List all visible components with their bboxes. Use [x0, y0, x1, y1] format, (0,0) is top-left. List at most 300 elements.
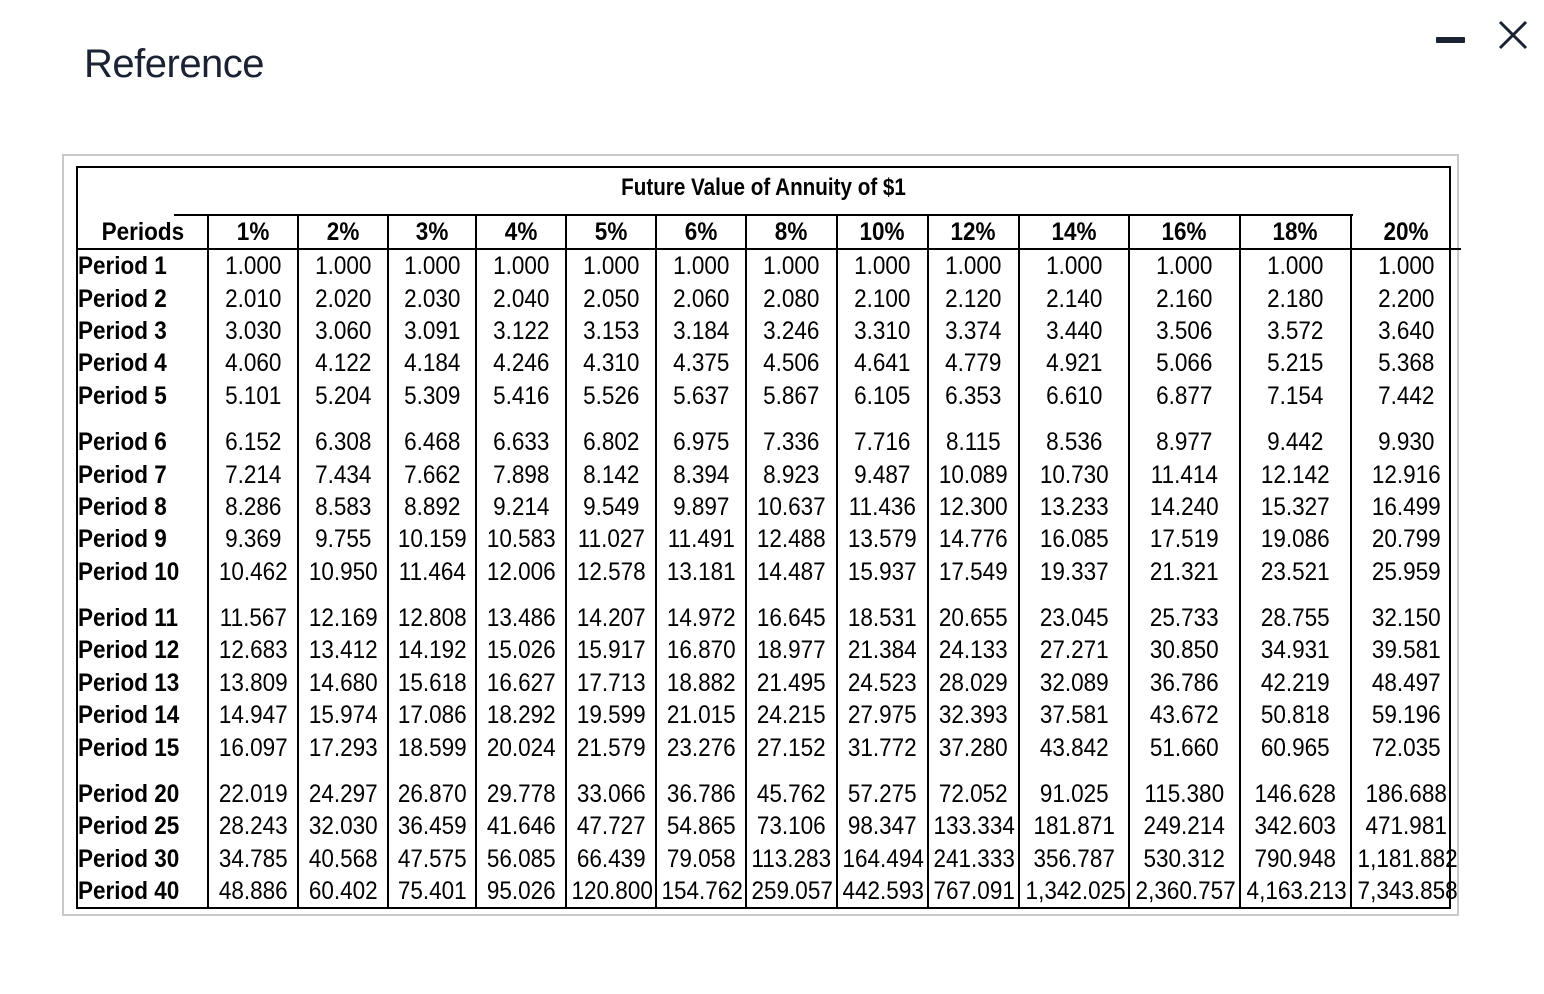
- table-cell: 43.842: [1019, 731, 1129, 763]
- table-cell: 36.786: [656, 764, 746, 810]
- table-cell: 23.276: [656, 731, 746, 763]
- table-cell: 39.581: [1351, 634, 1461, 666]
- table-cell: 60.965: [1240, 731, 1351, 763]
- table-cell: 3.310: [837, 315, 928, 347]
- table-cell: 1.000: [208, 249, 298, 282]
- table-cell: 11.436: [837, 491, 928, 523]
- table-cell: 1.000: [566, 249, 656, 282]
- table-cell: 27.152: [746, 731, 837, 763]
- table-cell: 115.380: [1129, 764, 1240, 810]
- table-cell: 4.184: [388, 347, 476, 379]
- table-cell: 73.106: [746, 810, 837, 842]
- table-cell: 10.089: [928, 458, 1019, 490]
- table-cell: 5.204: [298, 380, 388, 412]
- table-cell: 6.610: [1019, 380, 1129, 412]
- table-cell: 4.506: [746, 347, 837, 379]
- table-cell: 2.120: [928, 282, 1019, 314]
- table-cell: 1.000: [476, 249, 566, 282]
- table-cell: 12.006: [476, 556, 566, 588]
- table-cell: 3.122: [476, 315, 566, 347]
- table-cell: 4.641: [837, 347, 928, 379]
- table-cell: 1,342.025: [1019, 875, 1129, 907]
- table-cell: 12.300: [928, 491, 1019, 523]
- table-cell: 11.027: [566, 523, 656, 555]
- table-cell: 14.776: [928, 523, 1019, 555]
- table-cell: 4.779: [928, 347, 1019, 379]
- table-cell: 15.917: [566, 634, 656, 666]
- table-cell: 4.246: [476, 347, 566, 379]
- table-cell: 16.870: [656, 634, 746, 666]
- table-cell: 29.778: [476, 764, 566, 810]
- table-cell: 19.337: [1019, 556, 1129, 588]
- table-cell: 95.026: [476, 875, 566, 907]
- table-cell: 1.000: [656, 249, 746, 282]
- table-cell: 8.142: [566, 458, 656, 490]
- rate-header: 20%: [1351, 216, 1461, 249]
- table-cell: 15.937: [837, 556, 928, 588]
- table-cell: 14.947: [208, 699, 298, 731]
- period-label: Period 15: [78, 733, 180, 762]
- table-cell: 16.085: [1019, 523, 1129, 555]
- table-cell: 11.491: [656, 523, 746, 555]
- table-cell: 12.683: [208, 634, 298, 666]
- table-cell: 146.628: [1240, 764, 1351, 810]
- period-label: Period 10: [78, 557, 180, 586]
- table-cell: 7.716: [837, 412, 928, 458]
- table-cell: 790.948: [1240, 843, 1351, 875]
- table-cell: 72.035: [1351, 731, 1461, 763]
- table-cell: 6.308: [298, 412, 388, 458]
- table-cell: 10.730: [1019, 458, 1129, 490]
- table-row: [78, 282, 1461, 314]
- table-cell: 50.818: [1240, 699, 1351, 731]
- table-row: [78, 412, 1461, 458]
- period-label: Period 6: [78, 428, 167, 457]
- table-cell: 15.327: [1240, 491, 1351, 523]
- table-cell: 5.215: [1240, 347, 1351, 379]
- table-cell: 14.192: [388, 634, 476, 666]
- table-cell: 25.733: [1129, 588, 1240, 634]
- table-cell: 43.672: [1129, 699, 1240, 731]
- table-cell: 4.122: [298, 347, 388, 379]
- table-cell: 5.637: [656, 380, 746, 412]
- table-cell: 2.200: [1351, 282, 1461, 314]
- table-cell: 18.292: [476, 699, 566, 731]
- table-cell: 13.412: [298, 634, 388, 666]
- table-cell: 32.089: [1019, 667, 1129, 699]
- future-value-annuity-table: [78, 216, 1461, 907]
- table-cell: 32.030: [298, 810, 388, 842]
- table-cell: 10.583: [476, 523, 566, 555]
- table-cell: 2.030: [388, 282, 476, 314]
- table-cell: 3.440: [1019, 315, 1129, 347]
- table-cell: 21.384: [837, 634, 928, 666]
- table-cell: 1.000: [1019, 249, 1129, 282]
- table-header-row: [78, 216, 1461, 249]
- table-row: [78, 523, 1461, 555]
- table-cell: 9.755: [298, 523, 388, 555]
- table-cell: 1.000: [388, 249, 476, 282]
- minimize-icon: [1436, 37, 1465, 43]
- table-cell: 1,181.882: [1351, 843, 1461, 875]
- table-row: [78, 556, 1461, 588]
- table-cell: 24.133: [928, 634, 1019, 666]
- table-cell: 40.568: [298, 843, 388, 875]
- table-cell: 6.975: [656, 412, 746, 458]
- table-cell: 28.243: [208, 810, 298, 842]
- table-cell: 3.572: [1240, 315, 1351, 347]
- table-row: [78, 843, 1461, 875]
- table-cell: 3.153: [566, 315, 656, 347]
- table-cell: 9.214: [476, 491, 566, 523]
- period-label: Period 12: [78, 636, 180, 665]
- table-cell: 3.374: [928, 315, 1019, 347]
- table-cell: 10.950: [298, 556, 388, 588]
- table-caption: Future Value of Annuity of $1: [174, 168, 1353, 216]
- table-cell: 2,360.757: [1129, 875, 1240, 907]
- table-cell: 8.892: [388, 491, 476, 523]
- table-cell: 2.080: [746, 282, 837, 314]
- table-cell: 1.000: [298, 249, 388, 282]
- table-cell: 1.000: [1240, 249, 1351, 282]
- table-cell: 9.442: [1240, 412, 1351, 458]
- table-cell: 7.434: [298, 458, 388, 490]
- table-cell: 113.283: [746, 843, 837, 875]
- table-cell: 15.618: [388, 667, 476, 699]
- table-cell: 11.464: [388, 556, 476, 588]
- table-cell: 21.321: [1129, 556, 1240, 588]
- table-cell: 79.058: [656, 843, 746, 875]
- table-cell: 181.871: [1019, 810, 1129, 842]
- table-cell: 4.921: [1019, 347, 1129, 379]
- periods-header: Periods: [78, 216, 208, 249]
- period-label: Period 8: [78, 492, 167, 521]
- table-cell: 13.809: [208, 667, 298, 699]
- table-cell: 56.085: [476, 843, 566, 875]
- reference-frame: [62, 154, 1459, 916]
- table-cell: 3.091: [388, 315, 476, 347]
- table-cell: 28.029: [928, 667, 1019, 699]
- table-cell: 17.713: [566, 667, 656, 699]
- table-cell: 17.086: [388, 699, 476, 731]
- table-row: [78, 588, 1461, 634]
- table-cell: 120.800: [566, 875, 656, 907]
- table-cell: 47.575: [388, 843, 476, 875]
- table-cell: 54.865: [656, 810, 746, 842]
- period-label: Period 25: [78, 812, 180, 841]
- period-label: Period 7: [78, 460, 167, 489]
- table-cell: 32.393: [928, 699, 1019, 731]
- rate-header: 2%: [298, 216, 388, 249]
- table-cell: 18.531: [837, 588, 928, 634]
- table-cell: 7.214: [208, 458, 298, 490]
- table-cell: 2.050: [566, 282, 656, 314]
- table-cell: 14.487: [746, 556, 837, 588]
- table-cell: 36.459: [388, 810, 476, 842]
- rate-header: 14%: [1019, 216, 1129, 249]
- table-cell: 259.057: [746, 875, 837, 907]
- table-cell: 19.599: [566, 699, 656, 731]
- table-cell: 442.593: [837, 875, 928, 907]
- table-cell: 31.772: [837, 731, 928, 763]
- table-cell: 471.981: [1351, 810, 1461, 842]
- table-cell: 18.977: [746, 634, 837, 666]
- table-cell: 6.633: [476, 412, 566, 458]
- table-row: [78, 731, 1461, 763]
- table-cell: 17.519: [1129, 523, 1240, 555]
- table-row: [78, 458, 1461, 490]
- table-cell: 164.494: [837, 843, 928, 875]
- table-cell: 3.060: [298, 315, 388, 347]
- table-cell: 6.353: [928, 380, 1019, 412]
- table-cell: 17.293: [298, 731, 388, 763]
- table-cell: 16.627: [476, 667, 566, 699]
- table-cell: 1.000: [837, 249, 928, 282]
- rate-header: 8%: [746, 216, 837, 249]
- table-cell: 47.727: [566, 810, 656, 842]
- table-cell: 21.495: [746, 667, 837, 699]
- table-row: [78, 875, 1461, 907]
- table-cell: 27.271: [1019, 634, 1129, 666]
- table-row: [78, 380, 1461, 412]
- table-row: [78, 315, 1461, 347]
- table-cell: 8.923: [746, 458, 837, 490]
- table-cell: 5.309: [388, 380, 476, 412]
- rate-header: 1%: [208, 216, 298, 249]
- period-label: Period 14: [78, 701, 180, 730]
- table-cell: 8.115: [928, 412, 1019, 458]
- table-cell: 5.368: [1351, 347, 1461, 379]
- table-cell: 48.886: [208, 875, 298, 907]
- table-cell: 7.154: [1240, 380, 1351, 412]
- table-cell: 75.401: [388, 875, 476, 907]
- table-cell: 60.402: [298, 875, 388, 907]
- table-cell: 13.486: [476, 588, 566, 634]
- table-cell: 18.599: [388, 731, 476, 763]
- table-cell: 7.662: [388, 458, 476, 490]
- table-cell: 12.578: [566, 556, 656, 588]
- table-cell: 91.025: [1019, 764, 1129, 810]
- period-label: Period 2: [78, 284, 167, 313]
- table-cell: 2.180: [1240, 282, 1351, 314]
- table-cell: 6.152: [208, 412, 298, 458]
- table-cell: 33.066: [566, 764, 656, 810]
- period-label: Period 40: [78, 877, 180, 906]
- table-cell: 2.020: [298, 282, 388, 314]
- close-button[interactable]: [1496, 18, 1530, 52]
- table-cell: 154.762: [656, 875, 746, 907]
- table-cell: 7,343.858: [1351, 875, 1461, 907]
- table-cell: 22.019: [208, 764, 298, 810]
- table-cell: 15.026: [476, 634, 566, 666]
- rate-header: 3%: [388, 216, 476, 249]
- table-cell: 7.442: [1351, 380, 1461, 412]
- table-cell: 98.347: [837, 810, 928, 842]
- table-cell: 4.310: [566, 347, 656, 379]
- table-row: [78, 634, 1461, 666]
- table-cell: 3.030: [208, 315, 298, 347]
- table-cell: 30.850: [1129, 634, 1240, 666]
- table-cell: 57.275: [837, 764, 928, 810]
- table-cell: 66.439: [566, 843, 656, 875]
- table-cell: 356.787: [1019, 843, 1129, 875]
- table-row: [78, 667, 1461, 699]
- table-cell: 2.060: [656, 282, 746, 314]
- table-cell: 16.645: [746, 588, 837, 634]
- table-cell: 3.506: [1129, 315, 1240, 347]
- table-cell: 9.897: [656, 491, 746, 523]
- table-cell: 16.097: [208, 731, 298, 763]
- table-cell: 186.688: [1351, 764, 1461, 810]
- table-cell: 3.246: [746, 315, 837, 347]
- table-cell: 24.215: [746, 699, 837, 731]
- table-cell: 12.169: [298, 588, 388, 634]
- table-cell: 13.579: [837, 523, 928, 555]
- table-cell: 5.416: [476, 380, 566, 412]
- table-cell: 2.160: [1129, 282, 1240, 314]
- rate-header: 4%: [476, 216, 566, 249]
- table-cell: 14.207: [566, 588, 656, 634]
- table-cell: 28.755: [1240, 588, 1351, 634]
- table-cell: 10.462: [208, 556, 298, 588]
- table-cell: 2.040: [476, 282, 566, 314]
- period-label: Period 13: [78, 668, 180, 697]
- table-cell: 241.333: [928, 843, 1019, 875]
- table-cell: 34.785: [208, 843, 298, 875]
- table-cell: 9.549: [566, 491, 656, 523]
- table-row: [78, 764, 1461, 810]
- table-cell: 37.581: [1019, 699, 1129, 731]
- table-cell: 8.536: [1019, 412, 1129, 458]
- period-label: Period 3: [78, 316, 167, 345]
- table-cell: 1.000: [928, 249, 1019, 282]
- rate-header: 10%: [837, 216, 928, 249]
- table-cell: 342.603: [1240, 810, 1351, 842]
- table-cell: 5.867: [746, 380, 837, 412]
- table-cell: 8.394: [656, 458, 746, 490]
- table-cell: 8.583: [298, 491, 388, 523]
- period-label: Period 1: [78, 252, 167, 281]
- table-cell: 72.052: [928, 764, 1019, 810]
- table-cell: 4.375: [656, 347, 746, 379]
- table-cell: 767.091: [928, 875, 1019, 907]
- table-cell: 12.916: [1351, 458, 1461, 490]
- dialog-title: Reference: [84, 42, 265, 86]
- table-cell: 2.100: [837, 282, 928, 314]
- table-cell: 36.786: [1129, 667, 1240, 699]
- period-label: Period 4: [78, 349, 167, 378]
- rate-header: 12%: [928, 216, 1019, 249]
- table-cell: 6.877: [1129, 380, 1240, 412]
- table-cell: 19.086: [1240, 523, 1351, 555]
- table-cell: 530.312: [1129, 843, 1240, 875]
- table-cell: 21.579: [566, 731, 656, 763]
- table-cell: 4,163.213: [1240, 875, 1351, 907]
- table-row: [78, 491, 1461, 523]
- rate-header: 16%: [1129, 216, 1240, 249]
- table-cell: 8.977: [1129, 412, 1240, 458]
- table-cell: 6.105: [837, 380, 928, 412]
- table-cell: 45.762: [746, 764, 837, 810]
- table-row: [78, 699, 1461, 731]
- table-cell: 14.972: [656, 588, 746, 634]
- table-cell: 7.898: [476, 458, 566, 490]
- table-row: [78, 347, 1461, 379]
- table-cell: 10.159: [388, 523, 476, 555]
- table-cell: 8.286: [208, 491, 298, 523]
- table-cell: 9.930: [1351, 412, 1461, 458]
- table-cell: 10.637: [746, 491, 837, 523]
- table-cell: 42.219: [1240, 667, 1351, 699]
- table-cell: 16.499: [1351, 491, 1461, 523]
- table-cell: 13.233: [1019, 491, 1129, 523]
- annuity-table-container: [76, 166, 1458, 909]
- rate-header: 6%: [656, 216, 746, 249]
- table-cell: 1.000: [746, 249, 837, 282]
- period-label: Period 30: [78, 844, 180, 873]
- table-cell: 51.660: [1129, 731, 1240, 763]
- table-cell: 5.526: [566, 380, 656, 412]
- table-cell: 26.870: [388, 764, 476, 810]
- table-cell: 249.214: [1129, 810, 1240, 842]
- table-cell: 59.196: [1351, 699, 1461, 731]
- table-cell: 11.414: [1129, 458, 1240, 490]
- close-icon: [1496, 18, 1530, 52]
- table-cell: 24.297: [298, 764, 388, 810]
- table-cell: 9.369: [208, 523, 298, 555]
- table-cell: 14.680: [298, 667, 388, 699]
- table-cell: 32.150: [1351, 588, 1461, 634]
- table-cell: 7.336: [746, 412, 837, 458]
- table-cell: 15.974: [298, 699, 388, 731]
- table-cell: 1.000: [1129, 249, 1240, 282]
- table-cell: 12.142: [1240, 458, 1351, 490]
- table-cell: 3.184: [656, 315, 746, 347]
- table-cell: 2.010: [208, 282, 298, 314]
- table-cell: 48.497: [1351, 667, 1461, 699]
- table-cell: 5.101: [208, 380, 298, 412]
- period-label: Period 5: [78, 381, 167, 410]
- table-cell: 17.549: [928, 556, 1019, 588]
- table-cell: 14.240: [1129, 491, 1240, 523]
- table-cell: 12.488: [746, 523, 837, 555]
- period-label: Period 20: [78, 780, 180, 809]
- table-cell: 27.975: [837, 699, 928, 731]
- table-cell: 24.523: [837, 667, 928, 699]
- table-cell: 6.468: [388, 412, 476, 458]
- table-cell: 20.655: [928, 588, 1019, 634]
- table-cell: 21.015: [656, 699, 746, 731]
- minimize-button[interactable]: [1436, 34, 1466, 48]
- table-cell: 1.000: [1351, 249, 1461, 282]
- rate-header: 18%: [1240, 216, 1351, 249]
- table-cell: 4.060: [208, 347, 298, 379]
- period-label: Period 9: [78, 525, 167, 554]
- table-cell: 18.882: [656, 667, 746, 699]
- table-cell: 23.521: [1240, 556, 1351, 588]
- table-cell: 34.931: [1240, 634, 1351, 666]
- rate-header: 5%: [566, 216, 656, 249]
- table-cell: 20.799: [1351, 523, 1461, 555]
- table-cell: 9.487: [837, 458, 928, 490]
- table-cell: 25.959: [1351, 556, 1461, 588]
- table-cell: 41.646: [476, 810, 566, 842]
- table-cell: 13.181: [656, 556, 746, 588]
- table-cell: 11.567: [208, 588, 298, 634]
- table-cell: 133.334: [928, 810, 1019, 842]
- table-cell: 3.640: [1351, 315, 1461, 347]
- table-cell: 37.280: [928, 731, 1019, 763]
